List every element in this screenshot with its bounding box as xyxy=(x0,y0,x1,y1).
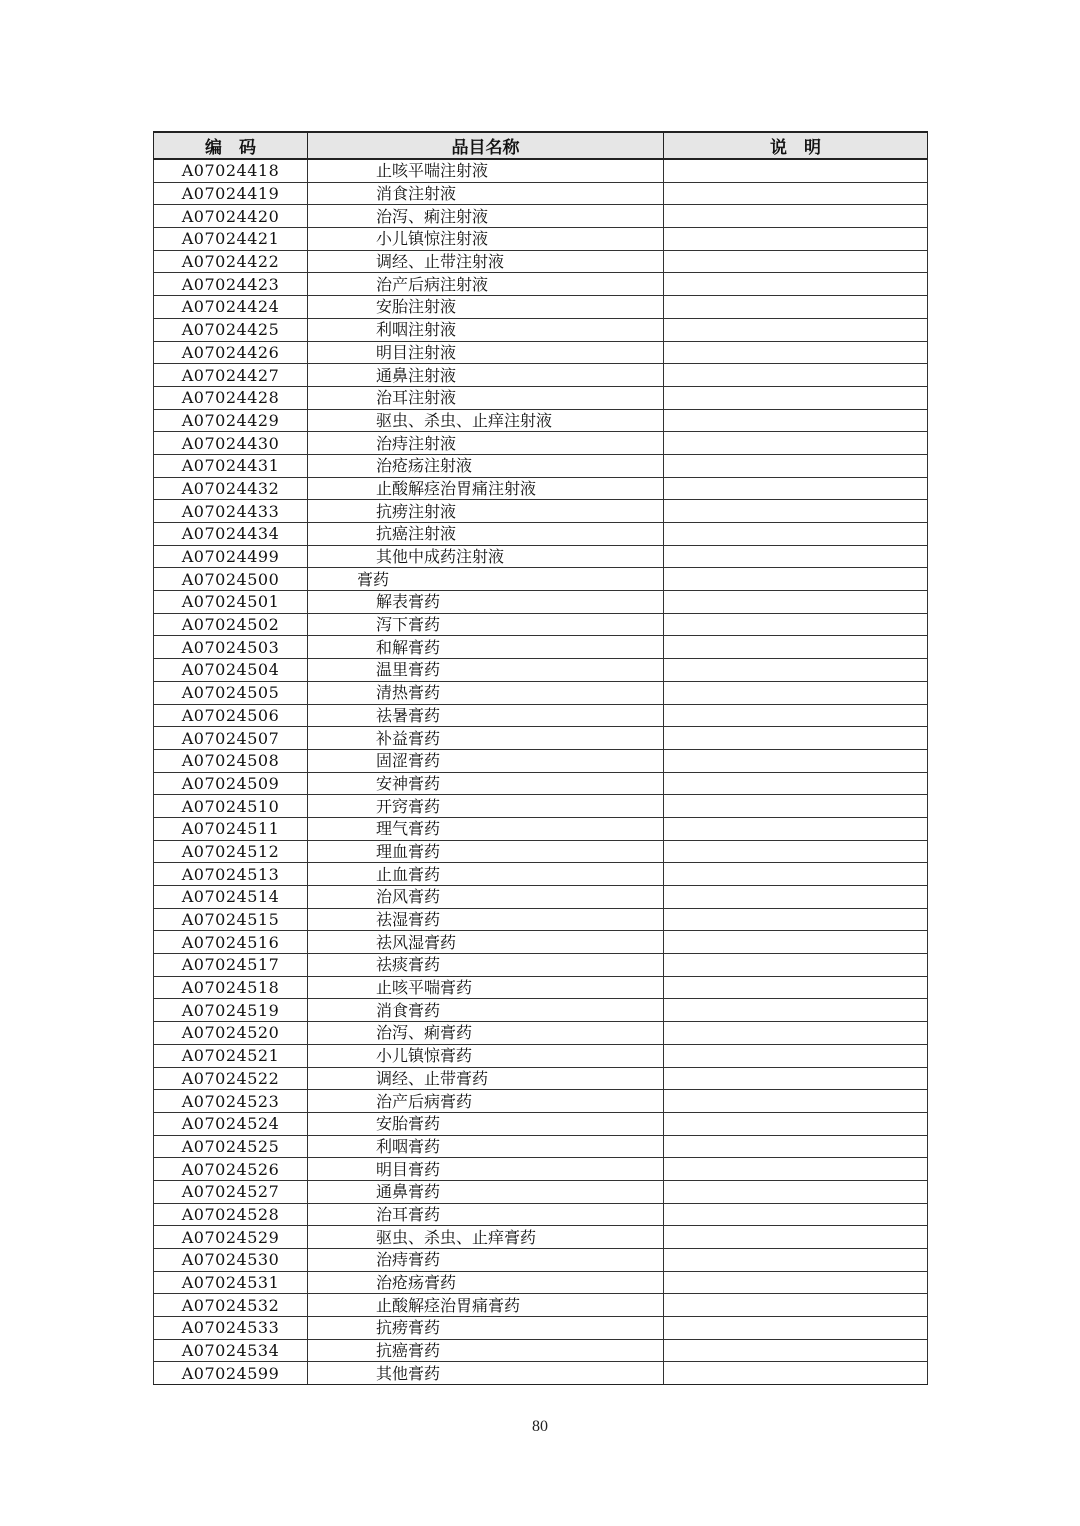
item-description xyxy=(664,568,928,591)
table-row xyxy=(154,1022,928,1045)
item-code: A07024433 xyxy=(154,500,308,523)
item-name: 膏药 xyxy=(308,568,664,591)
item-name: 补益膏药 xyxy=(308,727,664,750)
item-code: A07024426 xyxy=(154,341,308,364)
item-description xyxy=(664,296,928,319)
item-name: 治疮疡注射液 xyxy=(308,454,664,477)
item-name: 治风膏药 xyxy=(308,886,664,909)
table-row xyxy=(154,341,928,364)
item-name: 利咽注射液 xyxy=(308,318,664,341)
item-name: 通鼻膏药 xyxy=(308,1180,664,1203)
item-code: A07024515 xyxy=(154,908,308,931)
item-name: 调经、止带注射液 xyxy=(308,250,664,273)
table-row xyxy=(154,205,928,228)
table-row xyxy=(154,681,928,704)
item-code: A07024422 xyxy=(154,250,308,273)
table-row xyxy=(154,318,928,341)
item-description xyxy=(664,1317,928,1340)
item-description xyxy=(664,364,928,387)
item-name: 抗痨膏药 xyxy=(308,1317,664,1340)
item-code: A07024521 xyxy=(154,1044,308,1067)
item-name: 和解膏药 xyxy=(308,636,664,659)
item-name: 明目注射液 xyxy=(308,341,664,364)
item-description xyxy=(664,659,928,682)
item-code: A07024504 xyxy=(154,659,308,682)
table-row xyxy=(154,568,928,591)
item-code: A07024516 xyxy=(154,931,308,954)
item-name: 止血膏药 xyxy=(308,863,664,886)
item-code: A07024420 xyxy=(154,205,308,228)
item-name: 泻下膏药 xyxy=(308,613,664,636)
table-row xyxy=(154,454,928,477)
item-code: A07024502 xyxy=(154,613,308,636)
item-description xyxy=(664,1180,928,1203)
item-name: 清热膏药 xyxy=(308,681,664,704)
item-description xyxy=(664,976,928,999)
table-row xyxy=(154,613,928,636)
table-row xyxy=(154,1226,928,1249)
item-code: A07024427 xyxy=(154,364,308,387)
table-row xyxy=(154,1294,928,1317)
item-name: 抗癌注射液 xyxy=(308,523,664,546)
item-code: A07024429 xyxy=(154,409,308,432)
item-description xyxy=(664,999,928,1022)
table-row xyxy=(154,250,928,273)
item-description xyxy=(664,591,928,614)
item-name: 明目膏药 xyxy=(308,1158,664,1181)
item-description xyxy=(664,228,928,251)
item-name: 治产后病膏药 xyxy=(308,1090,664,1113)
item-name: 开窍膏药 xyxy=(308,795,664,818)
header-desc: 说 明 xyxy=(664,132,928,159)
item-description xyxy=(664,477,928,500)
item-name: 通鼻注射液 xyxy=(308,364,664,387)
item-code: A07024527 xyxy=(154,1180,308,1203)
item-description xyxy=(664,1112,928,1135)
item-name: 驱虫、杀虫、止痒注射液 xyxy=(308,409,664,432)
table-row xyxy=(154,296,928,319)
table-row xyxy=(154,273,928,296)
item-code: A07024509 xyxy=(154,772,308,795)
table-row xyxy=(154,772,928,795)
table-row xyxy=(154,1249,928,1272)
item-code: A07024534 xyxy=(154,1339,308,1362)
item-description xyxy=(664,749,928,772)
item-code: A07024529 xyxy=(154,1226,308,1249)
item-description xyxy=(664,636,928,659)
item-description xyxy=(664,704,928,727)
table-row xyxy=(154,432,928,455)
catalog-table xyxy=(153,131,928,1385)
table-row xyxy=(154,1180,928,1203)
item-description xyxy=(664,250,928,273)
table-row xyxy=(154,795,928,818)
item-name: 调经、止带膏药 xyxy=(308,1067,664,1090)
table-body xyxy=(154,159,928,1385)
table-header xyxy=(154,132,928,159)
item-name: 利咽膏药 xyxy=(308,1135,664,1158)
item-description xyxy=(664,318,928,341)
item-name: 治泻、痢注射液 xyxy=(308,205,664,228)
item-description xyxy=(664,1362,928,1385)
item-name: 安胎注射液 xyxy=(308,296,664,319)
item-name: 消食膏药 xyxy=(308,999,664,1022)
item-description xyxy=(664,1135,928,1158)
table-row xyxy=(154,704,928,727)
item-description xyxy=(664,817,928,840)
item-description xyxy=(664,613,928,636)
item-description xyxy=(664,954,928,977)
item-description xyxy=(664,1067,928,1090)
table-row xyxy=(154,409,928,432)
item-description xyxy=(664,159,928,182)
item-description xyxy=(664,1044,928,1067)
item-description xyxy=(664,1339,928,1362)
item-name: 抗痨注射液 xyxy=(308,500,664,523)
item-name: 小儿镇惊注射液 xyxy=(308,228,664,251)
item-code: A07024513 xyxy=(154,863,308,886)
item-name: 温里膏药 xyxy=(308,659,664,682)
item-description xyxy=(664,500,928,523)
item-code: A07024511 xyxy=(154,817,308,840)
item-description xyxy=(664,523,928,546)
item-code: A07024434 xyxy=(154,523,308,546)
item-name: 治疮疡膏药 xyxy=(308,1271,664,1294)
item-code: A07024532 xyxy=(154,1294,308,1317)
item-name: 祛湿膏药 xyxy=(308,908,664,931)
table-row xyxy=(154,1158,928,1181)
item-description xyxy=(664,273,928,296)
table-row xyxy=(154,886,928,909)
item-code: A07024501 xyxy=(154,591,308,614)
item-name: 解表膏药 xyxy=(308,591,664,614)
item-code: A07024518 xyxy=(154,976,308,999)
item-description xyxy=(664,386,928,409)
item-name: 治痔注射液 xyxy=(308,432,664,455)
item-code: A07024503 xyxy=(154,636,308,659)
item-name: 祛痰膏药 xyxy=(308,954,664,977)
item-code: A07024510 xyxy=(154,795,308,818)
item-code: A07024421 xyxy=(154,228,308,251)
item-name: 抗癌膏药 xyxy=(308,1339,664,1362)
table-row xyxy=(154,1203,928,1226)
item-name: 止酸解痉治胃痛注射液 xyxy=(308,477,664,500)
item-code: A07024431 xyxy=(154,454,308,477)
item-name: 驱虫、杀虫、止痒膏药 xyxy=(308,1226,664,1249)
item-name: 治泻、痢膏药 xyxy=(308,1022,664,1045)
table-row xyxy=(154,591,928,614)
item-code: A07024430 xyxy=(154,432,308,455)
table-row xyxy=(154,817,928,840)
item-name: 止酸解痉治胃痛膏药 xyxy=(308,1294,664,1317)
table-row xyxy=(154,182,928,205)
item-code: A07024528 xyxy=(154,1203,308,1226)
item-code: A07024499 xyxy=(154,545,308,568)
item-name: 消食注射液 xyxy=(308,182,664,205)
item-code: A07024506 xyxy=(154,704,308,727)
item-code: A07024524 xyxy=(154,1112,308,1135)
item-description xyxy=(664,1090,928,1113)
item-name: 治耳注射液 xyxy=(308,386,664,409)
table-row xyxy=(154,1090,928,1113)
item-name: 安胎膏药 xyxy=(308,1112,664,1135)
table-row xyxy=(154,1362,928,1385)
item-description xyxy=(664,1203,928,1226)
item-name: 其他膏药 xyxy=(308,1362,664,1385)
table-row xyxy=(154,500,928,523)
item-code: A07024520 xyxy=(154,1022,308,1045)
item-name: 治产后病注射液 xyxy=(308,273,664,296)
item-name: 止咳平喘膏药 xyxy=(308,976,664,999)
item-code: A07024523 xyxy=(154,1090,308,1113)
item-code: A07024425 xyxy=(154,318,308,341)
item-name: 止咳平喘注射液 xyxy=(308,159,664,182)
table-row xyxy=(154,477,928,500)
item-description xyxy=(664,908,928,931)
table-row xyxy=(154,1067,928,1090)
item-name: 祛风湿膏药 xyxy=(308,931,664,954)
table-row xyxy=(154,954,928,977)
item-code: A07024530 xyxy=(154,1249,308,1272)
item-description xyxy=(664,795,928,818)
item-code: A07024522 xyxy=(154,1067,308,1090)
item-code: A07024514 xyxy=(154,886,308,909)
table-row xyxy=(154,976,928,999)
table-row xyxy=(154,727,928,750)
item-description xyxy=(664,863,928,886)
table-row xyxy=(154,1317,928,1340)
item-description xyxy=(664,432,928,455)
page-number: 80 xyxy=(532,1418,548,1435)
table-row xyxy=(154,1271,928,1294)
item-code: A07024512 xyxy=(154,840,308,863)
item-code: A07024428 xyxy=(154,386,308,409)
table-row xyxy=(154,999,928,1022)
item-description xyxy=(664,454,928,477)
table-row xyxy=(154,659,928,682)
item-description xyxy=(664,681,928,704)
table-row xyxy=(154,386,928,409)
item-description xyxy=(664,205,928,228)
item-code: A07024505 xyxy=(154,681,308,704)
table-row xyxy=(154,1339,928,1362)
item-description xyxy=(664,772,928,795)
item-description xyxy=(664,545,928,568)
item-name: 理气膏药 xyxy=(308,817,664,840)
table-row xyxy=(154,523,928,546)
item-code: A07024526 xyxy=(154,1158,308,1181)
item-description xyxy=(664,1226,928,1249)
item-code: A07024508 xyxy=(154,749,308,772)
item-code: A07024525 xyxy=(154,1135,308,1158)
item-name: 治耳膏药 xyxy=(308,1203,664,1226)
item-name: 祛暑膏药 xyxy=(308,704,664,727)
header-row xyxy=(154,132,928,159)
item-description xyxy=(664,886,928,909)
table-row xyxy=(154,749,928,772)
table-row xyxy=(154,931,928,954)
item-code: A07024423 xyxy=(154,273,308,296)
item-description xyxy=(664,1271,928,1294)
table-row xyxy=(154,159,928,182)
table-row xyxy=(154,1044,928,1067)
header-name: 品目名称 xyxy=(308,132,664,159)
item-description xyxy=(664,409,928,432)
item-code: A07024531 xyxy=(154,1271,308,1294)
item-description xyxy=(664,182,928,205)
item-code: A07024519 xyxy=(154,999,308,1022)
item-name: 理血膏药 xyxy=(308,840,664,863)
item-name: 固涩膏药 xyxy=(308,749,664,772)
table-row xyxy=(154,1112,928,1135)
item-code: A07024424 xyxy=(154,296,308,319)
item-description xyxy=(664,727,928,750)
table-row xyxy=(154,908,928,931)
item-name: 小儿镇惊膏药 xyxy=(308,1044,664,1067)
header-code: 编 码 xyxy=(154,132,308,159)
item-description xyxy=(664,341,928,364)
item-code: A07024500 xyxy=(154,568,308,591)
table-row xyxy=(154,545,928,568)
item-description xyxy=(664,1249,928,1272)
table-row xyxy=(154,364,928,387)
item-code: A07024599 xyxy=(154,1362,308,1385)
item-name: 安神膏药 xyxy=(308,772,664,795)
item-name: 治痔膏药 xyxy=(308,1249,664,1272)
item-description xyxy=(664,931,928,954)
item-description xyxy=(664,840,928,863)
item-code: A07024418 xyxy=(154,159,308,182)
table-row xyxy=(154,840,928,863)
item-code: A07024432 xyxy=(154,477,308,500)
item-name: 其他中成药注射液 xyxy=(308,545,664,568)
item-description xyxy=(664,1022,928,1045)
table-row xyxy=(154,1135,928,1158)
table-row xyxy=(154,863,928,886)
item-description xyxy=(664,1158,928,1181)
item-code: A07024517 xyxy=(154,954,308,977)
table-row xyxy=(154,636,928,659)
item-code: A07024507 xyxy=(154,727,308,750)
item-code: A07024533 xyxy=(154,1317,308,1340)
table-row xyxy=(154,228,928,251)
item-code: A07024419 xyxy=(154,182,308,205)
item-description xyxy=(664,1294,928,1317)
